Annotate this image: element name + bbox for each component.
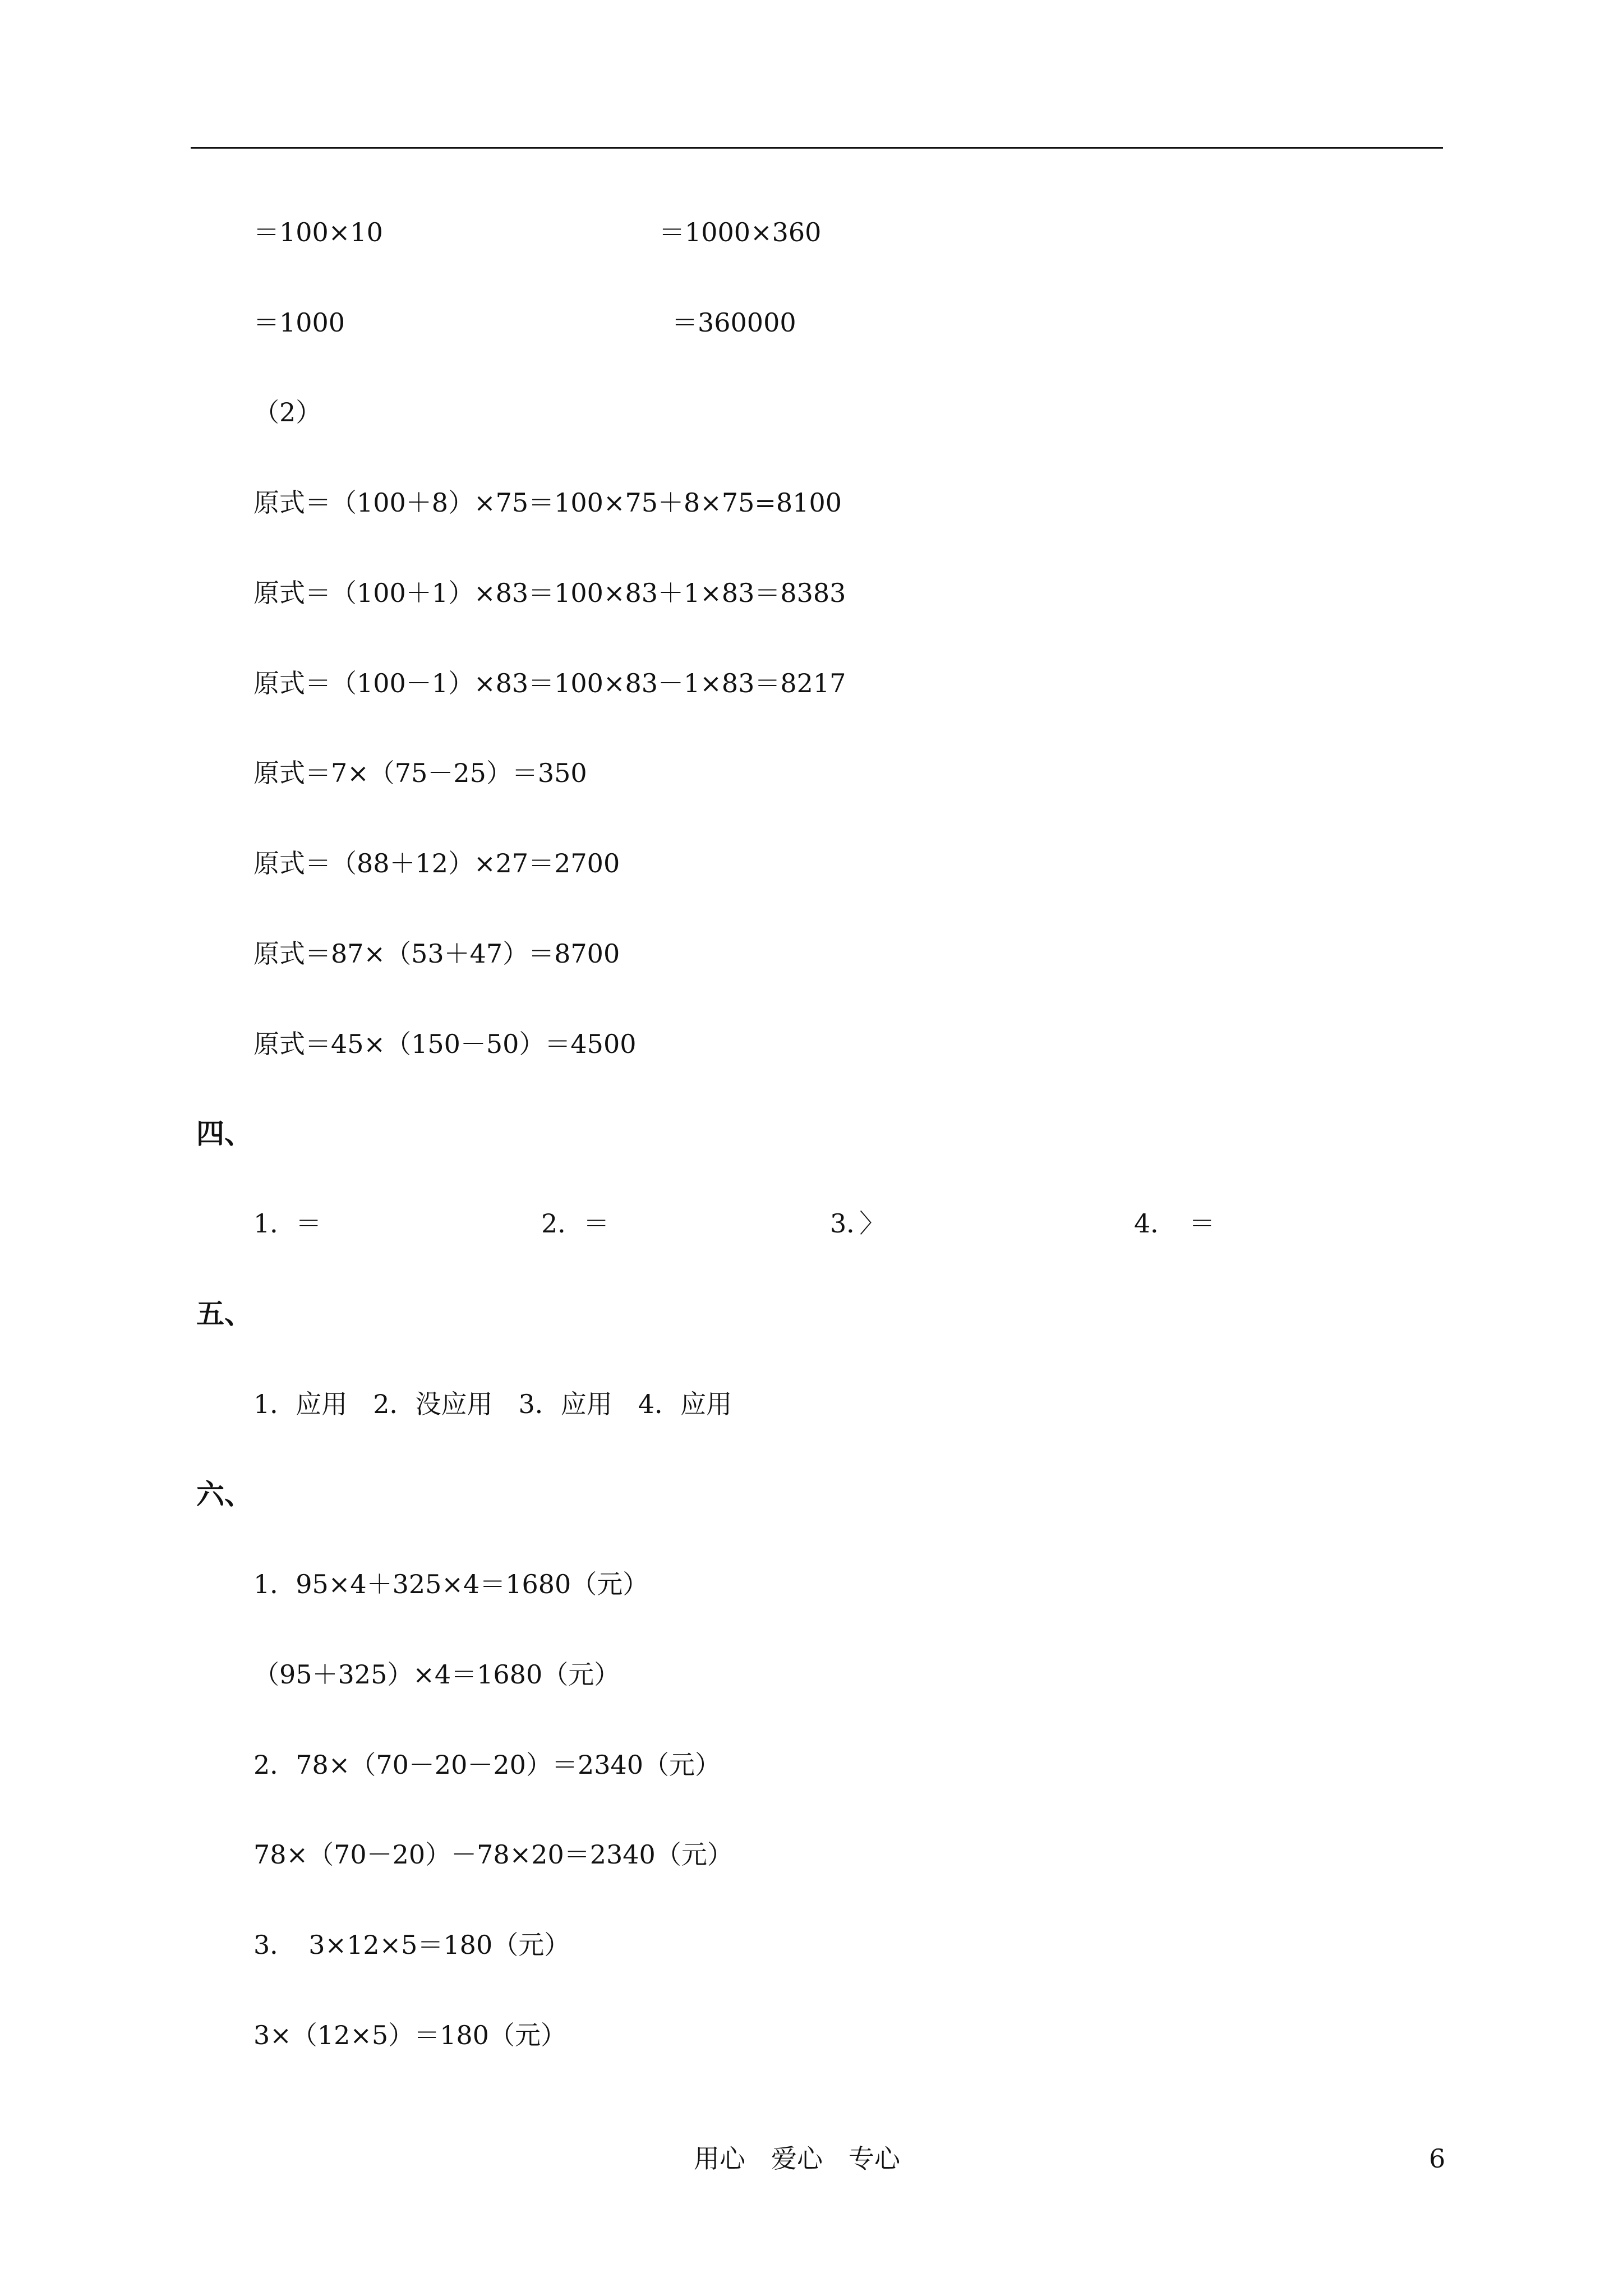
header-rule [191, 147, 1443, 149]
section6-line: 3×（12×5）＝180（元） [253, 2020, 566, 2050]
section4-item-1: 1．＝ [253, 1208, 322, 1239]
section6-line: 1．95×4＋325×4＝1680（元） [253, 1569, 649, 1599]
part2-line: 原式＝（100＋1）×83＝100×83＋1×83＝8383 [253, 578, 846, 608]
part2-line: 原式＝7×（75－25）＝350 [253, 758, 587, 788]
section6-line: （95＋325）×4＝1680（元） [253, 1659, 620, 1690]
equation-col2-line1: ＝1000×360 [659, 217, 822, 247]
section5-answers: 1．应用 2．没应用 3．应用 4．应用 [253, 1389, 732, 1419]
section4-item-2: 2．＝ [541, 1208, 610, 1239]
part2-line: 原式＝（100－1）×83＝100×83－1×83＝8217 [253, 668, 846, 698]
section6-line: 78×（70－20）－78×20＝2340（元） [253, 1839, 733, 1870]
section-heading-6: 六、 [196, 1478, 252, 1511]
equation-col1-line2: ＝1000 [253, 307, 345, 338]
part2-line: 原式＝（88＋12）×27＝2700 [253, 848, 620, 878]
section6-line: 3． 3×12×5＝180（元） [253, 1930, 570, 1960]
section4-item-4: 4． ＝ [1134, 1208, 1215, 1239]
equation-col1-line1: ＝100×10 [253, 217, 383, 247]
page-number: 6 [1429, 2143, 1446, 2174]
section4-item-3: 3．〉 [830, 1208, 886, 1239]
footer-motto: 用心 爱心 专心 [694, 2143, 900, 2174]
section-heading-4: 四、 [196, 1117, 252, 1150]
equation-col2-line2: ＝360000 [672, 307, 796, 338]
section-heading-5: 五、 [196, 1297, 252, 1330]
part2-line: 原式＝（100＋8）×75＝100×75＋8×75=8100 [253, 487, 842, 518]
part2-label: （2） [253, 397, 322, 427]
section6-line: 2．78×（70－20－20）＝2340（元） [253, 1750, 721, 1780]
part2-line: 原式＝45×（150－50）＝4500 [253, 1029, 637, 1059]
part2-line: 原式＝87×（53＋47）＝8700 [253, 938, 620, 969]
